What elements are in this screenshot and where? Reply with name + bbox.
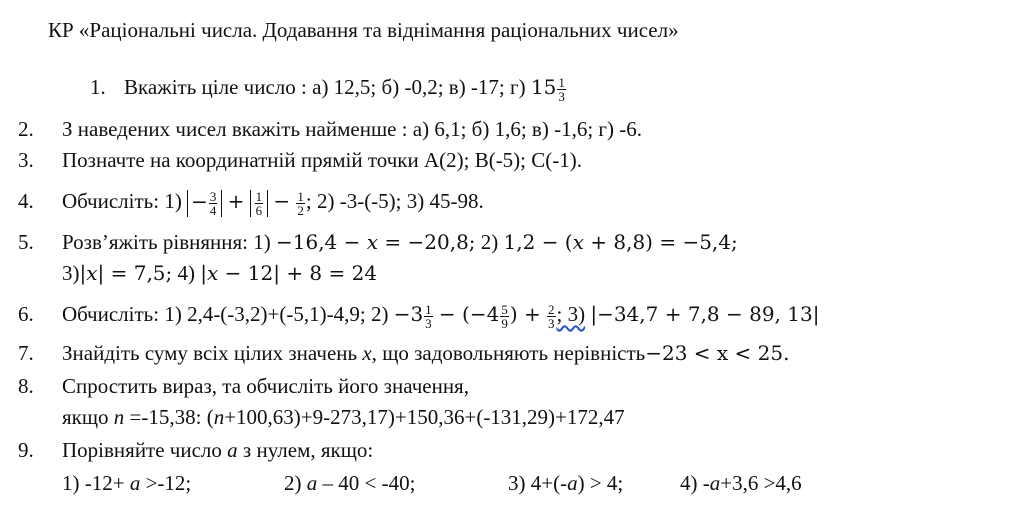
item-9-number: 9. (18, 438, 34, 462)
plus-sign: + (227, 189, 245, 213)
item-7-inequality: −23 < x < 25. (645, 341, 790, 365)
item-1-number: 1. (90, 75, 106, 99)
item-4-number: 4. (18, 189, 34, 213)
item-5-lead: Розв’яжіть рівняння: 1) (62, 230, 271, 254)
item-8-part-c: +100,63)+9-273,17)+150,36+(-131,29)+172,47 (224, 405, 625, 429)
fraction-two-thirds: $\frac{2}{3}$ (548, 301, 555, 331)
item-6-separator: ; 3) (556, 302, 586, 326)
item-8-part-b: =-15,38: ( (129, 405, 214, 429)
item-1-text (124, 74, 567, 103)
item-8-number: 8. (18, 374, 34, 398)
mixed-number-fraction: $\frac{1}{3}$ (558, 74, 565, 104)
expr-part-1: −3 (393, 302, 424, 326)
item-8-text: Спростить вираз, та обчисліть його значення, (62, 374, 469, 398)
fraction-half: $\frac{1}{2}$ (297, 188, 304, 218)
expr-part-3: ) + (509, 302, 541, 326)
item-5-part4: 4) (172, 261, 201, 285)
abs-expression-1: − $\frac{3}{4}$ (187, 190, 222, 217)
equation-1: −16,4 − 𝑥 = −20,8; (275, 230, 476, 254)
expr-part-2: − (−4 (438, 302, 500, 326)
item-9-case-1: 1) -12+ a >-12; (62, 471, 192, 495)
item-5-part3: 3) (62, 261, 80, 285)
minus-sign: − (273, 189, 291, 213)
item-7-rest: що задовольняють нерівність (382, 341, 646, 365)
item-4-tail: ; 2) -3-(-5); 3) 45-98. (305, 189, 484, 213)
item-9-text (62, 437, 373, 463)
equation-3: |𝑥| = 7,5; (79, 261, 173, 285)
item-4-lead: Обчисліть: 1) (62, 189, 182, 213)
item-8-var-2: n (213, 405, 225, 429)
expr-part-4: |−34,7 + 7,8 − 89, 13| (590, 302, 820, 326)
item-6-number: 6. (18, 302, 34, 326)
fraction-one-third: $\frac{1}{3}$ (425, 301, 432, 331)
item-9-case-4: 4) -a+3,6 >4,6 (680, 471, 802, 495)
item-5-text (62, 229, 738, 255)
item-2-text: З наведених чисел вкажіть найменше : а) 6,1; б) 1,6; в) -1,6; г) -6. (62, 117, 643, 141)
item-8-line-2 (62, 404, 625, 430)
item-7-text (62, 340, 789, 366)
item-9-lead: Порівняйте число (62, 438, 222, 462)
item-1-question: Вкажіть ціле число : а) 12,5; б) -0,2; в) -17; г) (124, 75, 526, 99)
abs-expression-2: $\frac{1}{6}$ (250, 190, 269, 217)
item-9-case-3: 3) 4+(-a) > 4; (508, 471, 624, 495)
equation-2: 1,2 − (𝑥 + 8,8) = −5,4; (503, 230, 738, 254)
fraction-five-ninths: $\frac{5}{9}$ (501, 301, 508, 331)
item-7-var: x, (362, 341, 377, 365)
item-2-number: 2. (18, 117, 34, 141)
item-6-text (62, 301, 819, 330)
item-9-case-2: 2) a – 40 < -40; (284, 471, 416, 495)
item-5-line-2 (62, 260, 377, 286)
item-5-number: 5. (18, 230, 34, 254)
mixed-number-whole: 15 (530, 75, 557, 99)
page-title: КР «Раціональні числа. Додавання та віднімання раціональних чисел» (48, 18, 679, 42)
item-5-part2: 2) (475, 230, 504, 254)
item-7-lead: Знайдіть суму всіх цілих значень (62, 341, 358, 365)
item-8-part-a: якщо (62, 405, 109, 429)
item-3-text: Позначте на координатній прямій точки А(2); В(-5); С(-1). (62, 148, 582, 172)
item-6-lead: Обчисліть: 1) 2,4-(-3,2)+(-5,1)-4,9; 2) (62, 302, 389, 326)
item-9-rest: з нулем, якщо: (242, 438, 374, 462)
equation-4: |𝑥 − 12| + 8 = 24 (200, 261, 378, 285)
item-8-var: n (113, 405, 125, 429)
item-9-var: a (227, 438, 238, 462)
item-7-number: 7. (18, 341, 34, 365)
item-3-number: 3. (18, 148, 34, 172)
item-4-text (62, 188, 484, 217)
